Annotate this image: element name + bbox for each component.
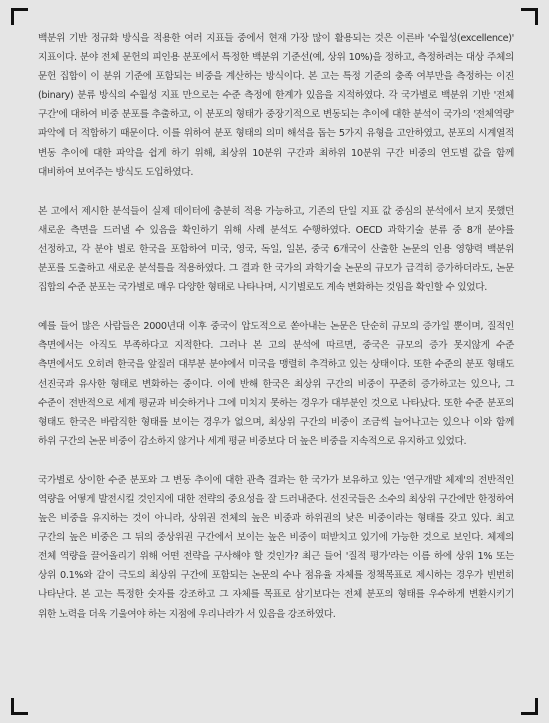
frame-corner-bottom-right [521,698,538,715]
paragraph-1: 백분위 기반 정규화 방식을 적용한 여러 지표들 중에서 현재 가장 많이 활용되는 것은 이른바 '수월성(excellence)' 지표이다. 분야 전체 문헌의 피인용 분포에서 특정한 백분위 기준선(예, 상위 10%)을 정하고, 측정하려는 대상 주체의 문헌 집합이 이 분위 기준에 포함되는 비중을 계산하는 방식이다. 본 고는 특정 기준의 충족 여부만을 측정하는 이진(binary) 분류 방식의 수월성 지표 만으로는 수준 측정에 한계가 있음을 지적하였다. 각 국가별로 백분위 기반 '전체 구간'에 대하여 비중 분포를 추출하고, 이 분포의 형태가 중장기적으로 변동되는 추이에 대한 분석이 국가의 '전체역량' 파악에 더 적합하기 때문이다. 이를 위하여 분포 형태의 의미 해석을 돕는 5가지 유형을 고안하였고, 분포의 시계열적 변동 추이에 대한 파악을 쉽게 하기 위해, 최상위 10분위 구간과 최하위 10분위 구간 비중의 연도별 값을 함께 대비하여 보여주는 방식도 도입하였다. [38,33,514,178]
document-body [38,29,514,644]
frame-corner-top-right [521,8,538,25]
frame-corner-bottom-left [11,698,28,715]
frame-corner-top-left [11,8,28,25]
paragraph-4: 국가별로 상이한 수준 분포와 그 변동 추이에 대한 관측 결과는 한 국가가 보유하고 있는 '연구개발 체제'의 전반적인 역량을 어떻게 발전시킬 것인지에 대한 전략의 중요성을 잘 드러내준다. 선진국들은 소수의 최상위 구간에만 한정하여 높은 비중을 유지하는 것이 아니라, 상위권 전체의 높은 비중과 하위권의 낮은 비중이라는 형태를 갖고 있다. 최고 구간의 높은 비중은 그 뒤의 중상위권 구간에서 보이는 높은 비중이 떠받치고 있기에 가능한 것으로 보인다. 체제의 전체 역량을 끌어올리기 위해 어떤 전략을 구사해야 할 것인가? 최근 들어 '질적 평가'라는 이름 하에 상위 1% 또는 상위 0.1%와 같이 극도의 최상위 구간에 포함되는 논문의 수나 점유율 자체를 정책목표로 제시하는 경우가 빈번히 나타난다. 본 고는 특정한 숫자를 강조하고 그 자체를 목표로 삼기보다는 전체 분포의 형태를 우수하게 변환시키기 위한 노력을 더욱 기울여야 하는 지점에 우리나라가 서 있음을 강조하였다. [38,474,514,620]
paragraph-2: 본 고에서 제시한 분석들이 실제 데이터에 충분히 적용 가능하고, 기존의 단일 지표 값 중심의 분석에서 보지 못했던 새로운 측면을 드러낼 수 있음을 확인하기 위해 사례 분석도 수행하였다. OECD 과학기술 분류 중 8개 분야를 선정하고, 각 분야 별로 한국을 포함하여 미국, 영국, 독일, 일본, 중국 6개국이 산출한 논문의 인용 영향력 백분위 분포를 도출하고 새로운 분석틀을 적용하였다. 그 결과 한 국가의 과학기술 논문의 규모가 급격히 증가하더라도, 논문 집합의 수준 분포는 국가별로 매우 다양한 형태로 나타나며, 시기별로도 계속 변화하는 것임을 확인할 수 있었다. [38,205,514,294]
paragraph-3: 예를 들어 많은 사람들은 2000년대 이후 중국이 압도적으로 쏟아내는 논문은 단순히 규모의 증가일 뿐이며, 질적인 측면에서는 아직도 부족하다고 지적한다. 그러나 본 고의 분석에 따르면, 중국은 규모의 증가 못지않게 수준 측면에서도 오히려 한국을 앞질러 대부분 분야에서 미국을 맹렬히 추격하고 있는 상태이다. 또한 수준의 분포 형태도 선진국과 유사한 형태로 변화하는 중이다. 이에 반해 한국은 최상위 구간의 비중이 꾸준히 증가하고는 있으나, 그 수준이 전반적으로 세계 평균과 비슷하거나 그에 미치지 못하는 경우가 대부분인 것으로 나타났다. 또한 수준 분포의 형태도 한국은 바람직한 형태를 보이는 경우가 없으며, 최상위 구간의 비중이 조금씩 늘어나고는 있으나 이와 함께 하위 구간의 논문 비중이 감소하지 않거나 세계 평균 비중보다 더 높은 비중을 지속적으로 유지하고 있었다. [38,321,514,447]
